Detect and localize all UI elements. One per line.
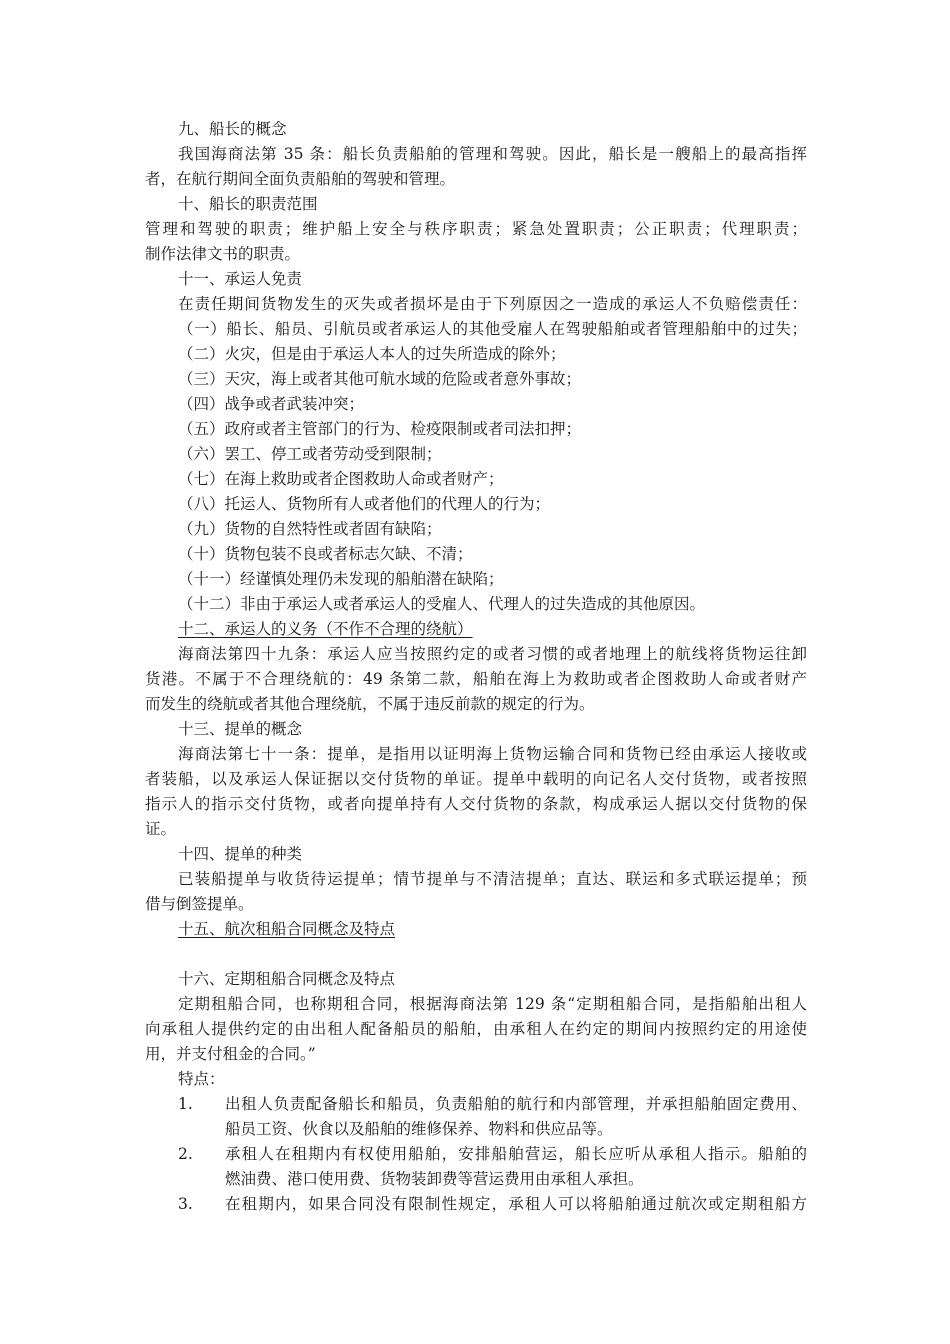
heading-s11: 十一、承运人免责	[178, 270, 303, 288]
list-item: （九）货物的自然特性或者固有缺陷；	[178, 520, 442, 538]
heading-s16: 十六、定期租船合同概念及特点	[178, 970, 396, 988]
feature-number: 1.	[178, 1095, 193, 1113]
list-item: （一）船长、船员、引航员或者承运人的其他受雇人在驾驶船舶或者管理船舶中的过失；	[178, 320, 807, 338]
list-item: （六）罢工、停工或者劳动受到限制；	[178, 445, 442, 463]
heading-s10: 十、船长的职责范围	[178, 195, 318, 213]
list-item: （三）天灾，海上或者其他可航水域的危险或者意外事故；	[178, 370, 582, 388]
list-item: （五）政府或者主管部门的行为、检疫限制或者司法扣押；	[178, 420, 582, 438]
list-item: （十）货物包装不良或者标志欠缺、不清；	[178, 545, 473, 563]
heading-s13: 十三、提单的概念	[178, 720, 303, 738]
paragraph-line: 管理和驾驶的职责；维护船上安全与秩序职责；紧急处置职责；公正职责；代理职责；	[145, 220, 807, 238]
paragraph-line: 在责任期间货物发生的灭失或者损坏是由于下列原因之一造成的承运人不负赔偿责任：	[178, 295, 807, 313]
paragraph-line: 定期租船合同，也称期租合同，根据海商法第 129 条“定期租船合同，是指船舶出租人	[178, 995, 807, 1013]
list-item: （七）在海上救助或者企图救助人命或者财产；	[178, 470, 504, 488]
feature-line: 船员工资、伙食以及船舶的维修保养、物料和供应品等。	[225, 1120, 613, 1138]
paragraph-line: 用，并支付租金的合同。”	[145, 1045, 316, 1063]
paragraph-line: 而发生的绕航或者其他合理绕航，不属于违反前款的规定的行为。	[145, 695, 595, 713]
feature-line: 在租期内，如果合同没有限制性规定，承租人可以将船舶通过航次或定期租船方	[225, 1195, 807, 1213]
paragraph-line: 海商法第七十一条：提单，是指用以证明海上货物运输合同和货物已经由承运人接收或	[178, 745, 807, 763]
heading-s15: 十五、航次租船合同概念及特点	[178, 920, 396, 938]
heading-s9: 九、船长的概念	[178, 120, 287, 138]
features-label: 特点：	[178, 1070, 225, 1088]
heading-s12: 十二、承运人的义务（不作不合理的绕航）	[178, 620, 473, 638]
heading-s14: 十四、提单的种类	[178, 845, 303, 863]
feature-line: 承租人在租期内有权使用船舶，安排船舶营运，船长应听从承租人指示。船舶的	[225, 1145, 807, 1163]
paragraph-line: 已装船提单与收货待运提单；情节提单与不清洁提单；直达、联运和多式联运提单；预	[178, 870, 807, 888]
paragraph-line: 货港。不属于不合理绕航的：49 条第二款，船舶在海上为救助或者企图救助人命或者财产	[145, 670, 807, 688]
list-item: （四）战争或者武装冲突；	[178, 395, 365, 413]
feature-number: 2.	[178, 1145, 193, 1163]
paragraph-line: 制作法律文书的职责。	[145, 245, 301, 263]
paragraph-line: 向承租人提供约定的由出租人配备船员的船舶，由承租人在约定的期间内按照约定的用途使	[145, 1020, 807, 1038]
paragraph-line: 证。	[145, 820, 177, 838]
paragraph-line: 指示人的指示交付货物，或者向提单持有人交付货物的条款，构成承运人据以交付货物的保	[145, 795, 807, 813]
paragraph-line: 我国海商法第 35 条：船长负责船舶的管理和驾驶。因此，船长是一艘船上的最高指挥	[178, 145, 807, 163]
list-item: （十一）经谨慎处理仍未发现的船舶潜在缺陷；	[178, 570, 504, 588]
feature-number: 3.	[178, 1195, 193, 1213]
paragraph-line: 海商法第四十九条：承运人应当按照约定的或者习惯的或者地理上的航线将货物运往卸	[178, 645, 807, 663]
list-item: （十二）非由于承运人或者承运人的受雇人、代理人的过失造成的其他原因。	[178, 595, 706, 613]
paragraph-line: 者，在航行期间全面负责船舶的驾驶和管理。	[145, 170, 456, 188]
list-item: （二）火灾，但是由于承运人本人的过失所造成的除外；	[178, 345, 566, 363]
list-item: （八）托运人、货物所有人或者他们的代理人的行为；	[178, 495, 551, 513]
feature-line: 出租人负责配备船长和船员，负责船舶的航行和内部管理，并承担船舶固定费用、	[225, 1095, 807, 1113]
paragraph-line: 借与倒签提单。	[145, 895, 254, 913]
feature-line: 燃油费、港口使用费、货物装卸费等营运费用由承租人承担。	[225, 1170, 644, 1188]
paragraph-line: 者装船，以及承运人保证据以交付货物的单证。提单中载明的向记名人交付货物，或者按照	[145, 770, 807, 788]
